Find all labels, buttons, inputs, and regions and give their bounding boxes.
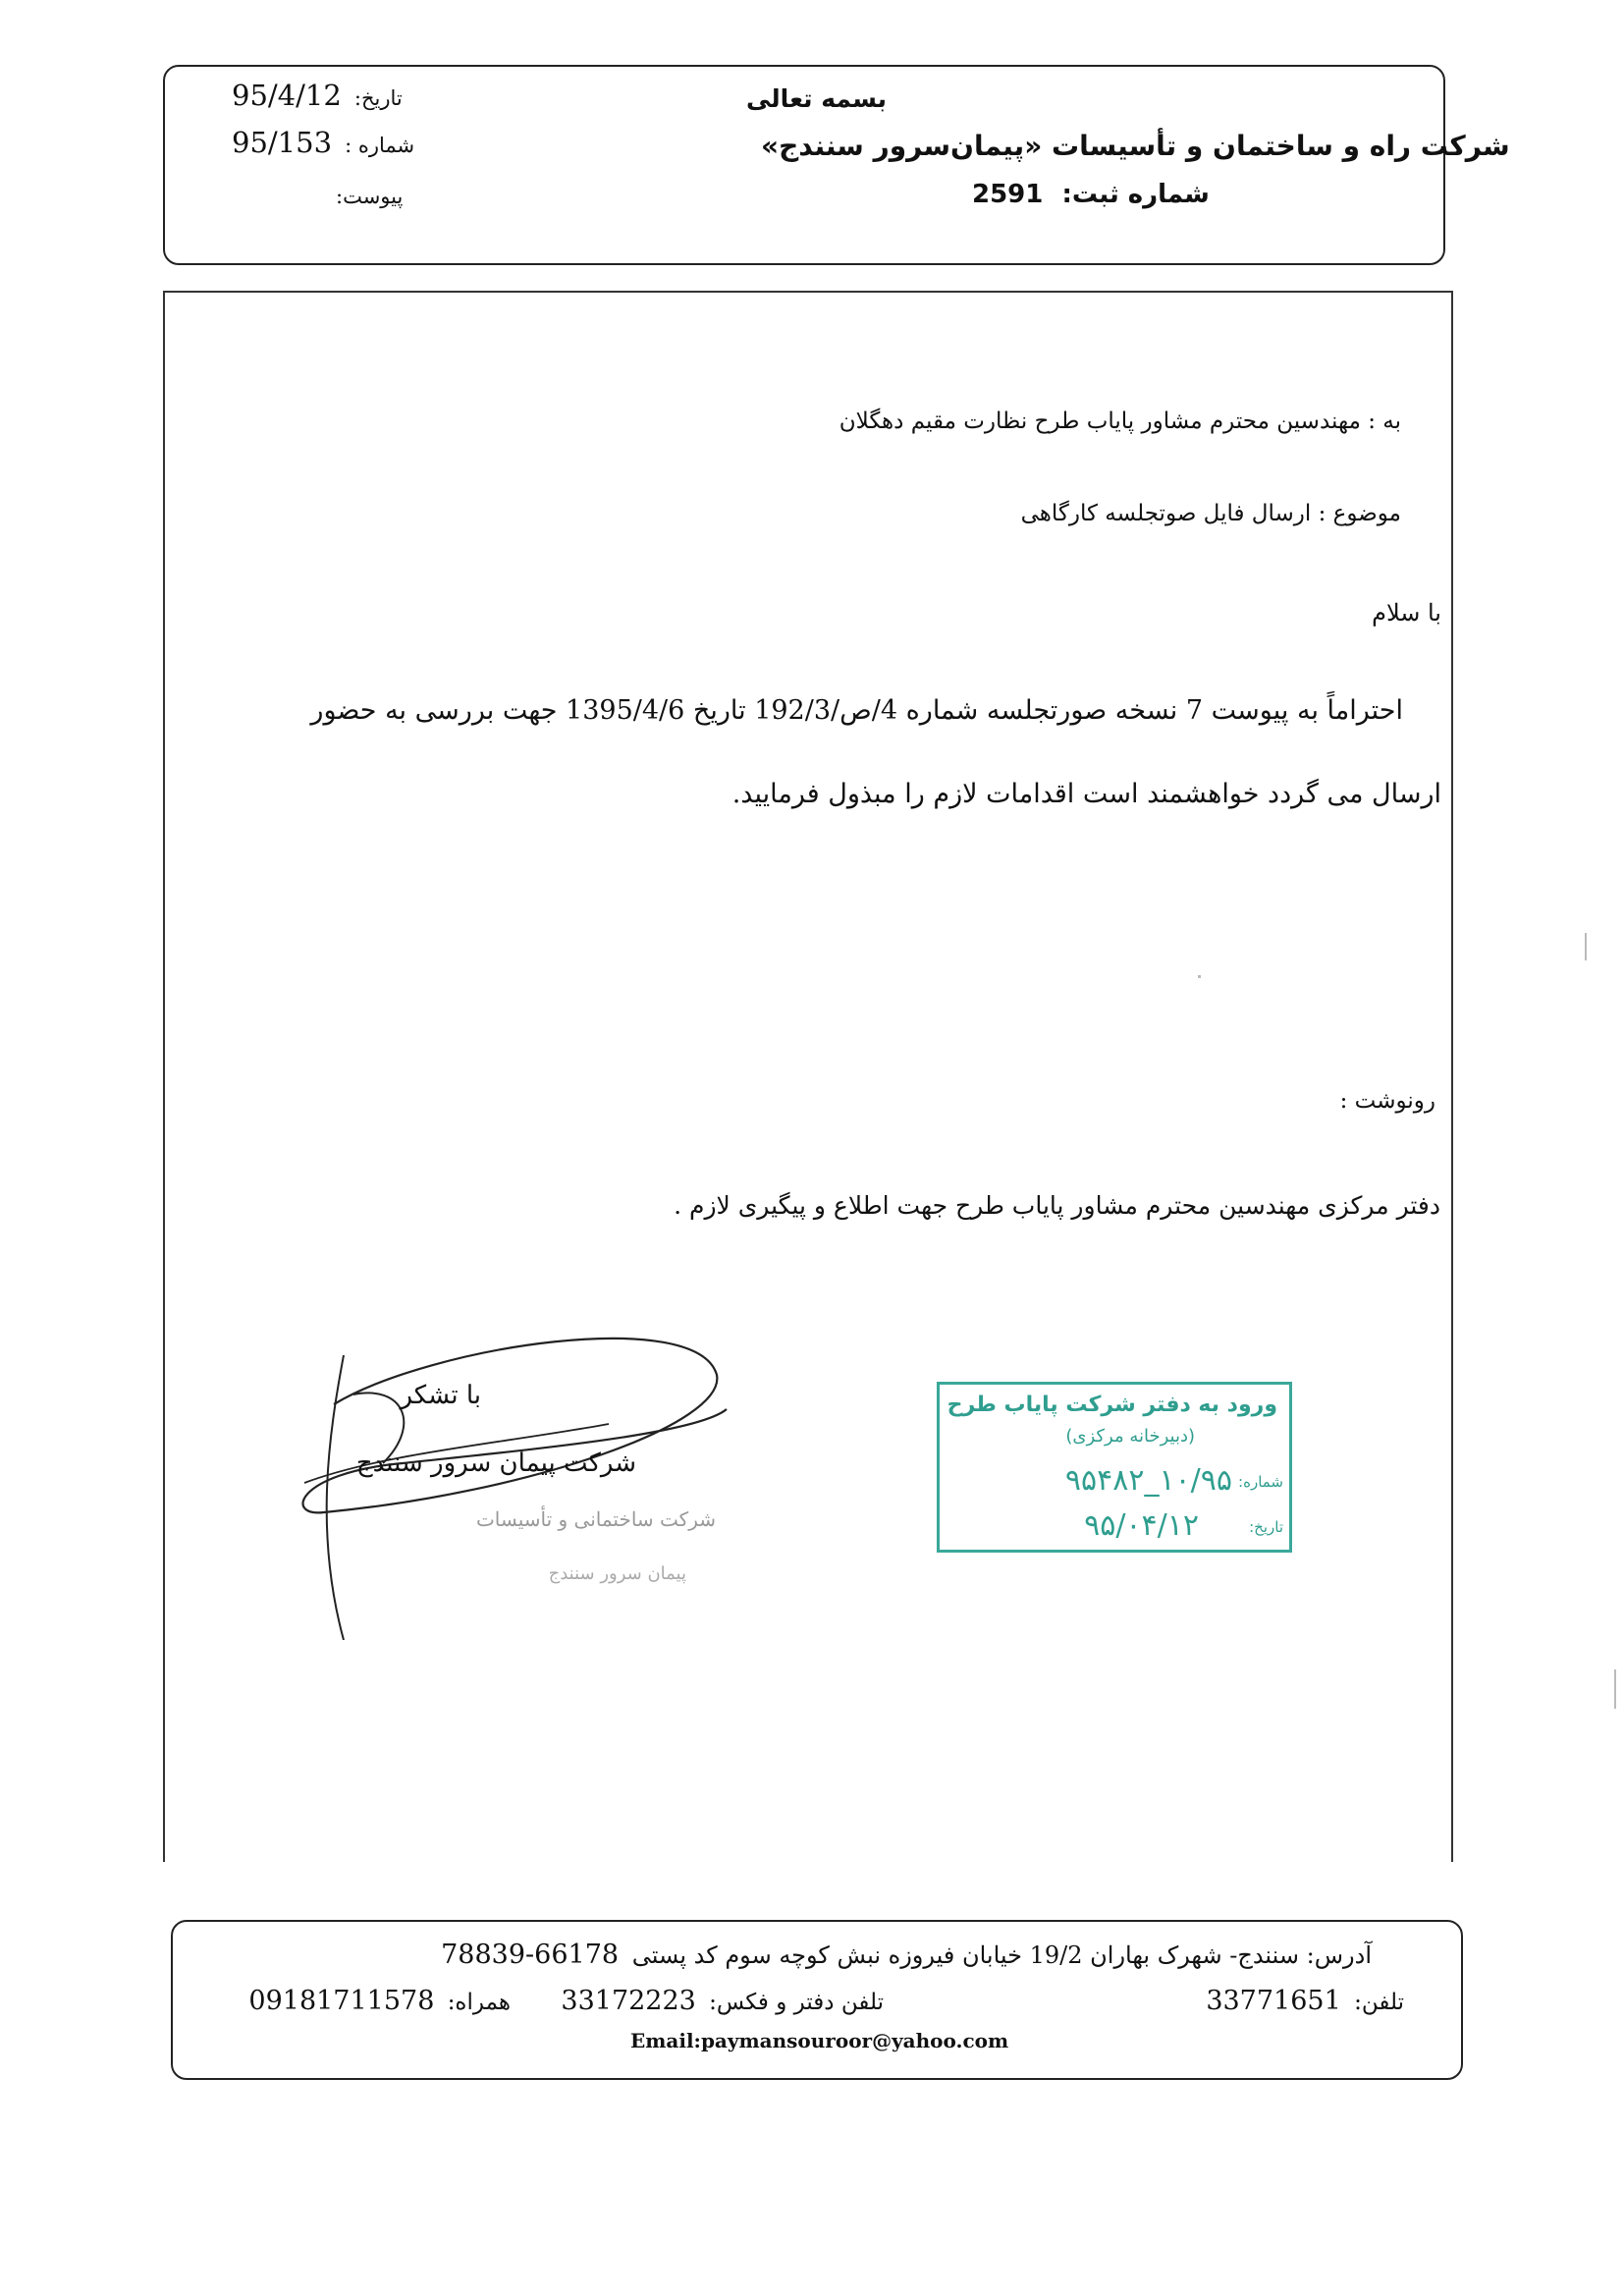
number-value: 95/153 (232, 126, 333, 159)
body-paragraph-line-2: ارسال می گردد خواهشمند است اقدامات لازم را مبذول فرمایید. (731, 779, 1441, 809)
faint-company-stamp-line-2: پیمان سرور سنندج (548, 1563, 686, 1584)
date-value: 95/4/12 (232, 79, 342, 112)
handwritten-signature (285, 1316, 756, 1640)
subject-line: موضوع : ارسال فایل صوتجلسه کارگاهی (1020, 501, 1401, 526)
receipt-number-label: شماره: (1238, 1473, 1283, 1491)
scan-speck (1585, 933, 1587, 960)
attachment-label: پیوست: (336, 185, 404, 208)
date-label: تاریخ: (353, 86, 403, 110)
receipt-stamp-subtitle: (دبیرخانه مرکزی) (1065, 1426, 1195, 1447)
signature-closing: با تشکر (400, 1381, 481, 1410)
letter-number (232, 126, 414, 159)
cc-label: رونوشت : (1339, 1088, 1435, 1114)
receipt-date-value: ۹۵/۰۴/۱۲ (1084, 1508, 1199, 1543)
email-link[interactable]: Email:paymansouroor@yahoo.com (630, 2029, 1009, 2052)
company-name: شرکت راه و ساختمان و تأسیسات «پیمان‌سرور سنندج» (761, 130, 1510, 162)
bismillah-heading: بسمه تعالی (746, 84, 888, 113)
scan-speck (1614, 1669, 1616, 1709)
signature-company: شرکت پیمان سرور سنندج (355, 1449, 636, 1478)
receipt-number-value: ۱۰/۹۵_۹۵۴۸۲ (1064, 1463, 1232, 1498)
cc-recipient: دفتر مرکزی مهندسین محترم مشاور پایاب طرح جهت اطلاع و پیگیری لازم . (674, 1191, 1440, 1220)
letter-attachment (336, 185, 403, 208)
mobile-label: همراه: (447, 1990, 511, 2015)
number-label: شماره : (345, 134, 415, 157)
fax-info (561, 1986, 884, 2016)
registration-number: 2591 (972, 180, 1044, 209)
fax-value: 33172223 (561, 1986, 696, 2016)
postal-code: 66178-78839 (441, 1940, 620, 1970)
receipt-date-label: تاریخ: (1249, 1518, 1283, 1536)
letter-date (232, 79, 403, 112)
recipient-line: به : مهندسین محترم مشاور پایاب طرح نظارت مقیم دهگلان (839, 409, 1401, 434)
phone-value: 33771651 (1206, 1986, 1341, 2016)
registration-row (972, 180, 1210, 209)
mobile-value: 09181711578 (248, 1986, 435, 2016)
address-label: آدرس: (1306, 1941, 1372, 1969)
phone-label: تلفن: (1354, 1990, 1404, 2015)
faint-company-stamp-line-1: شرکت ساختمانی و تأسیسات (475, 1507, 716, 1531)
receipt-stamp (937, 1382, 1292, 1553)
greeting: با سلام (1372, 599, 1441, 627)
mobile-info (248, 1986, 511, 2016)
registration-label: شماره ثبت: (1061, 180, 1210, 209)
fax-label: تلفن دفتر و فکس: (709, 1990, 884, 2015)
receipt-stamp-title: ورود به دفتر شرکت پایاب طرح (947, 1393, 1277, 1417)
body-paragraph-line-1: احتراماً به پیوست 7 نسخه صورتجلسه شماره 4/ص/192/3 تاریخ 1395/4/6 جهت بررسی به حضور (310, 695, 1403, 726)
phone-info (1206, 1986, 1404, 2016)
scan-speck (1198, 975, 1201, 978)
address-text: سنندج- شهرک بهاران 19/2 خیابان فیروزه نبش کوچه سوم کد پستی (631, 1941, 1300, 1969)
address-line (441, 1940, 1372, 1970)
